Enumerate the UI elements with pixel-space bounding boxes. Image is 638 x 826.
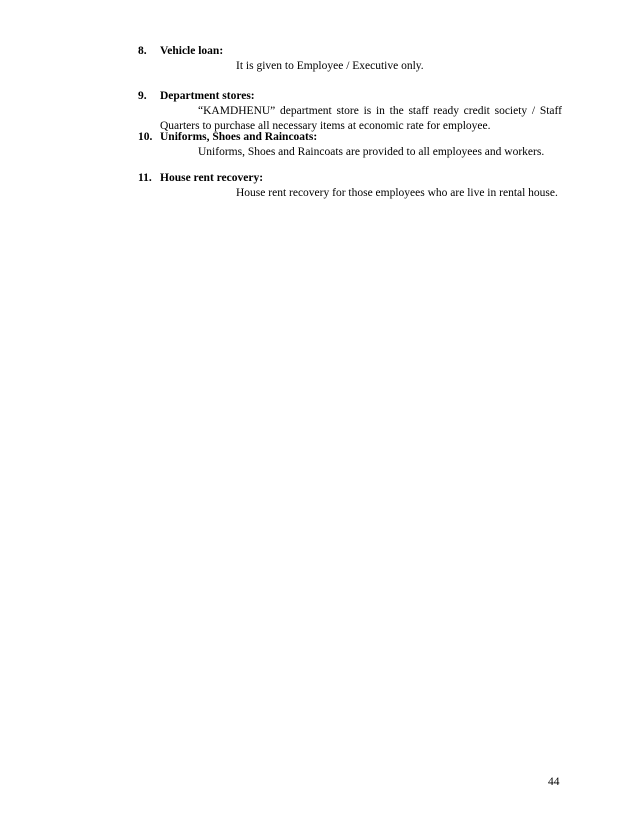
item-heading-text: Uniforms, Shoes and Raincoats: — [160, 131, 318, 143]
page-number: 44 — [548, 776, 560, 788]
item-heading — [138, 171, 562, 186]
list-item-house-rent-recovery — [138, 171, 562, 201]
item-heading-text: House rent recovery: — [160, 172, 264, 184]
item-body: House rent recovery for those employees who are live in rental house. — [236, 187, 558, 199]
item-body: It is given to Employee / Executive only. — [236, 60, 424, 72]
item-heading — [138, 130, 562, 145]
item-heading — [138, 89, 562, 104]
list-item-uniforms — [138, 130, 562, 160]
item-body: Uniforms, Shoes and Raincoats are provided to all employees and workers. — [198, 146, 545, 158]
list-item-vehicle-loan — [138, 44, 562, 74]
item-heading-text: Department stores: — [160, 90, 255, 102]
item-number: 10. — [138, 131, 153, 143]
list-item-department-stores — [138, 89, 562, 134]
item-heading — [138, 44, 562, 59]
item-number: 11. — [138, 172, 152, 184]
item-heading-text: Vehicle loan: — [160, 45, 224, 57]
item-body: “KAMDHENU” department store is in the staff ready credit society / Staff Quarters to purchase all necessary items at economic rate for employee. — [160, 105, 562, 132]
item-number: 9. — [138, 90, 147, 102]
item-number: 8. — [138, 45, 147, 57]
